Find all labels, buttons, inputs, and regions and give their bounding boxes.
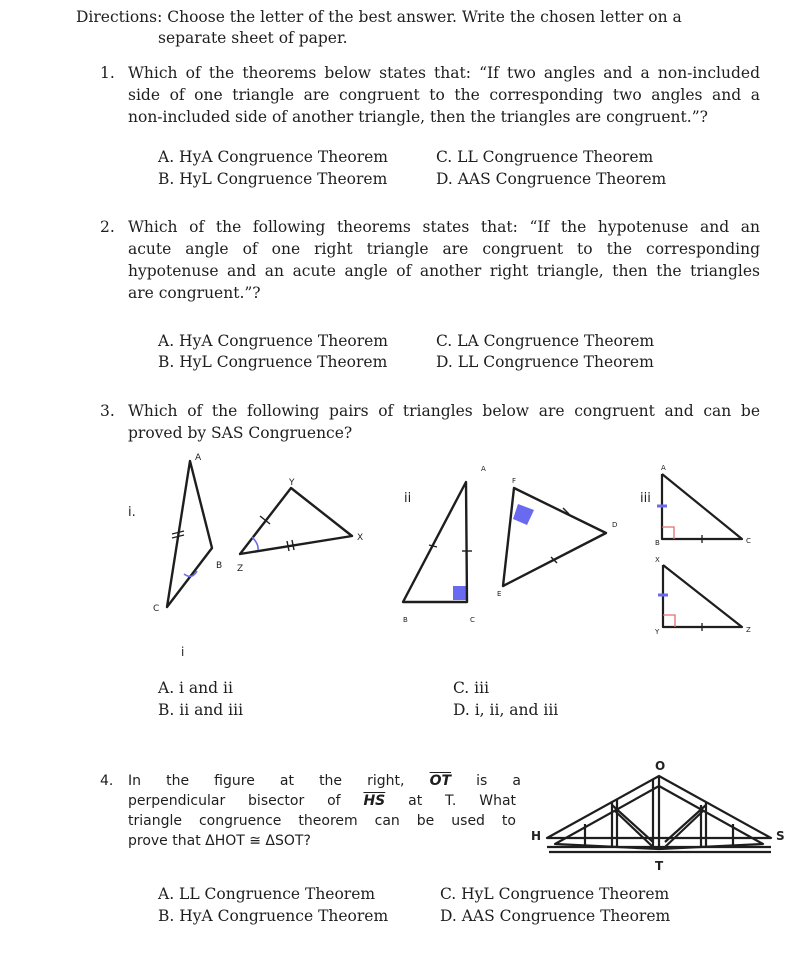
q4-line-2-end: at T. What: [408, 793, 517, 809]
truss-outer: [547, 776, 771, 838]
q2-line: are congruent.”?: [128, 284, 261, 302]
vertex-b-2: B: [403, 616, 408, 624]
q1-option-d[interactable]: D. AAS Congruence Theorem: [436, 170, 667, 188]
vertex-a: A: [195, 453, 202, 463]
q4-line-3: triangle congruence theorem can be used to: [128, 813, 516, 829]
q4-line-1: [128, 770, 521, 792]
triangle-abc-3: [662, 474, 742, 539]
right-angle-mark-f: [513, 504, 534, 525]
vertex-b: B: [216, 561, 223, 571]
q2-number: 2.: [100, 218, 115, 236]
q4-number: 4.: [100, 773, 114, 789]
q1-stem: [128, 62, 760, 128]
vertex-c-3: C: [746, 537, 751, 545]
truss-inner: [555, 786, 763, 849]
q4-line-1-text: In the figure at the right,: [128, 773, 405, 789]
right-angle-mark-c: [453, 586, 467, 600]
q1-option-b[interactable]: B. HyL Congruence Theorem: [158, 170, 388, 188]
q3-option-c[interactable]: C. iii: [453, 679, 490, 697]
figure-caption: i: [181, 645, 185, 659]
triangle-abc-2: [403, 482, 467, 602]
vertex-c-2: C: [470, 616, 475, 624]
segment-ot: $\overline{OT}$: [429, 773, 452, 789]
q3-line: proved by SAS Congruence?: [128, 424, 353, 442]
fig2-label: ii: [404, 491, 412, 506]
q4-line-2: [128, 790, 516, 812]
q1-number: 1.: [100, 64, 115, 82]
q2-line: hypotenuse and an acute angle of another right triangle, then the triangles: [128, 262, 760, 280]
vertex-e: E: [497, 590, 502, 598]
q3-line: Which of the following pairs of triangles below are congruent and can be: [128, 402, 760, 420]
vertex-y-3: Y: [655, 628, 660, 636]
directions-line-2: separate sheet of paper.: [158, 29, 348, 47]
q2-option-c[interactable]: C. LA Congruence Theorem: [436, 332, 655, 350]
q1-option-a[interactable]: A. HyA Congruence Theorem: [158, 148, 388, 166]
truss-label-o: O: [655, 759, 666, 773]
q1-line: non-included side of another triangle, then the triangles are congruent.”?: [128, 108, 708, 126]
q4-line-4: prove that ΔHOT ≅ ΔSOT?: [128, 833, 311, 849]
vertex-x-3: X: [655, 556, 660, 564]
q3-option-d[interactable]: D. i, ii, and iii: [453, 701, 559, 719]
q4-line-1-end: is a: [476, 773, 522, 789]
q3-stem: [128, 400, 760, 444]
q1-line: Which of the theorems below states that: “If two angles and a non-included: [128, 64, 760, 82]
vertex-f: F: [512, 477, 517, 485]
vertex-a-2: A: [481, 465, 486, 473]
q3-option-a[interactable]: A. i and ii: [158, 679, 233, 697]
q2-option-b[interactable]: B. HyL Congruence Theorem: [158, 353, 388, 371]
vertex-b-3: B: [655, 539, 660, 547]
q2-option-a[interactable]: A. HyA Congruence Theorem: [158, 332, 388, 350]
q2-line: acute angle of one right triangle are congruent to the corresponding: [128, 240, 760, 258]
q1-line: side of one triangle are congruent to the corresponding two angles and a: [128, 86, 760, 104]
fig1-label: i.: [128, 505, 136, 520]
q4-option-c[interactable]: C. HyL Congruence Theorem: [440, 885, 670, 903]
triangle-xyz: [240, 488, 352, 554]
triangle-abc: [167, 461, 212, 607]
q4-line-2-text: perpendicular bisector of: [128, 793, 341, 809]
q3-number: 3.: [100, 402, 115, 420]
q4-option-b[interactable]: B. HyA Congruence Theorem: [158, 907, 389, 925]
vertex-z-3: Z: [746, 626, 751, 634]
q4-option-d[interactable]: D. AAS Congruence Theorem: [440, 907, 671, 925]
vertex-y: Y: [289, 478, 295, 488]
q2-option-d[interactable]: D. LL Congruence Theorem: [436, 353, 654, 371]
vertex-c: C: [153, 604, 160, 614]
triangle-def: [503, 488, 606, 586]
vertex-z: Z: [237, 564, 244, 574]
directions-line-1: Directions: Choose the letter of the best answer. Write the chosen letter on a: [76, 8, 682, 26]
q3-option-b[interactable]: B. ii and iii: [158, 701, 244, 719]
truss-label-s: S: [776, 829, 785, 843]
segment-hs: $\overline{HS}$: [363, 793, 386, 809]
q1-option-c[interactable]: C. LL Congruence Theorem: [436, 148, 654, 166]
fig3-label: iii: [640, 491, 651, 506]
vertex-d: D: [612, 521, 618, 529]
q2-stem: [128, 216, 760, 304]
vertex-x: X: [357, 533, 364, 543]
truss-label-t: T: [655, 859, 664, 873]
triangle-xyz-3: [663, 565, 742, 627]
angle-z-arc: [252, 537, 258, 550]
truss-label-h: H: [531, 829, 542, 843]
angle-b-arc: [184, 571, 197, 576]
q2-line: Which of the following theorems states that: “If the hypotenuse and an: [128, 218, 760, 236]
vertex-a-3: A: [661, 464, 666, 472]
q4-option-a[interactable]: A. LL Congruence Theorem: [158, 885, 376, 903]
